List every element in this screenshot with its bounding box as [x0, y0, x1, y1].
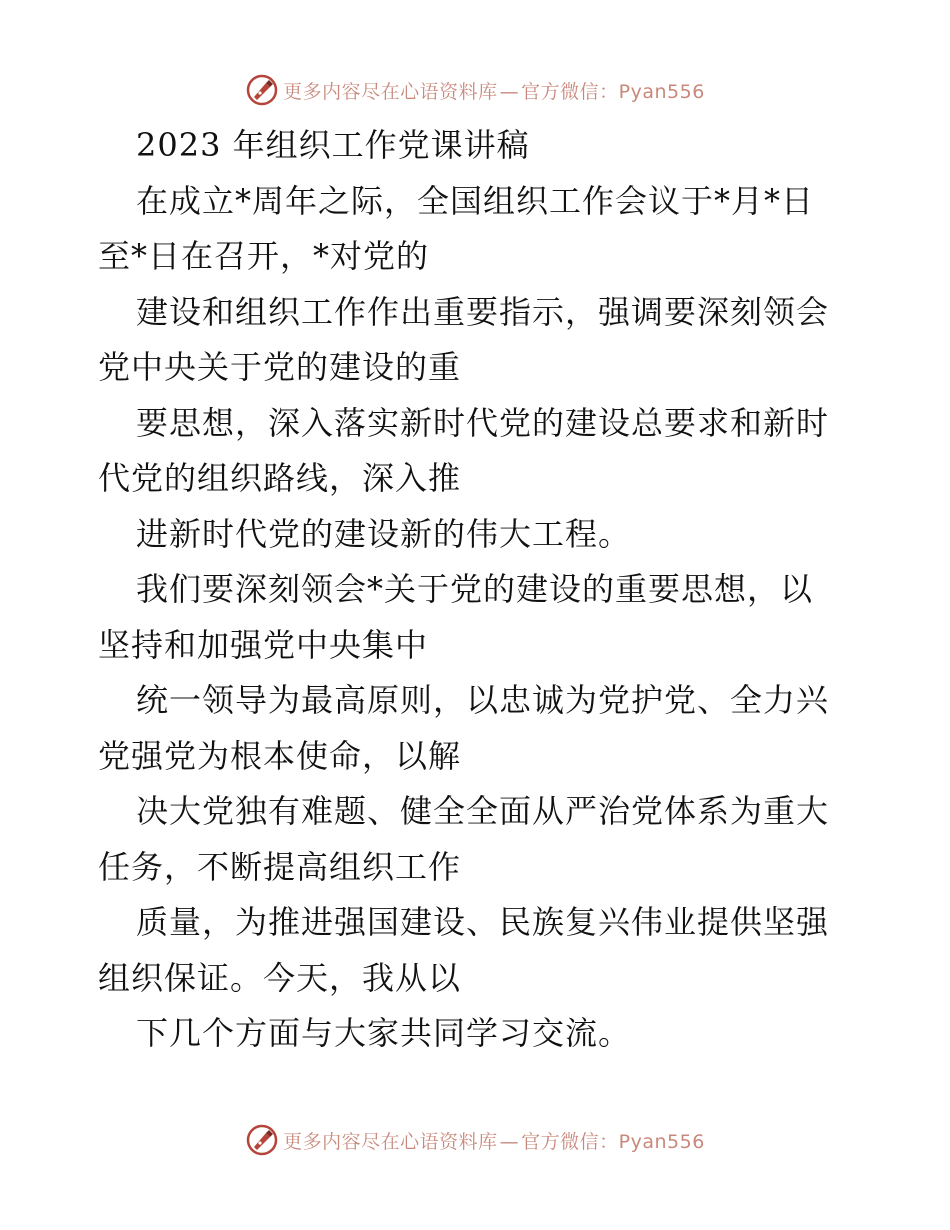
- document-title: 2023 年组织工作党课讲稿: [136, 126, 530, 164]
- footer-watermark: [0, 1120, 950, 1160]
- paragraph-8-line-2: 组织保证。今天，我从以: [98, 958, 462, 997]
- paragraph-1-line-2: 至*日在召开，*对党的: [98, 237, 430, 275]
- watermark-brand: 更多内容尽在心语资料库: [283, 80, 498, 103]
- watermark-label: [283, 77, 705, 104]
- paragraph-1-line-1: 在成立*周年之际，全国组织工作会议于*月*日: [136, 181, 815, 220]
- watermark-label: [283, 1127, 705, 1154]
- watermark-separator: —: [499, 1130, 520, 1153]
- watermark-contact: 官方微信：Pyan556: [521, 1130, 705, 1153]
- paragraph-5-line-2: 坚持和加强党中央集中: [98, 625, 429, 664]
- paragraph-8-line-1: 质量，为推进强国建设、民族复兴伟业提供坚强: [136, 903, 830, 941]
- paragraph-9-line-1: 下几个方面与大家共同学习交流。: [136, 1014, 632, 1052]
- pen-nib-logo-icon: [245, 1123, 279, 1157]
- paragraph-7-line-1: 决大党独有难题、健全全面从严治党体系为重大: [136, 792, 830, 830]
- paragraph-3-line-1: 要思想，深入落实新时代党的建设总要求和新时: [136, 403, 830, 442]
- watermark-brand: 更多内容尽在心语资料库: [283, 1130, 498, 1153]
- watermark-contact: 官方微信：Pyan556: [521, 80, 705, 103]
- header-watermark: [0, 70, 950, 110]
- paragraph-2-line-2: 党中央关于党的建设的重: [98, 348, 462, 386]
- paragraph-3-line-2: 代党的组织路线，深入推: [98, 459, 462, 497]
- pen-nib-logo-icon: [245, 73, 279, 107]
- paragraph-6-line-1: 统一领导为最高原则，以忠诚为党护党、全力兴: [136, 681, 830, 719]
- paragraph-2-line-1: 建设和组织工作作出重要指示，强调要深刻领会: [136, 292, 830, 331]
- paragraph-5-line-1: 我们要深刻领会*关于党的建设的重要思想，以: [136, 570, 814, 608]
- paragraph-4-line-1: 进新时代党的建设新的伟大工程。: [136, 514, 632, 553]
- paragraph-7-line-2: 任务，不断提高组织工作: [98, 847, 462, 886]
- document-body: [98, 118, 858, 1062]
- paragraph-6-line-2: 党强党为根本使命，以解: [98, 736, 462, 775]
- watermark-separator: —: [499, 80, 520, 103]
